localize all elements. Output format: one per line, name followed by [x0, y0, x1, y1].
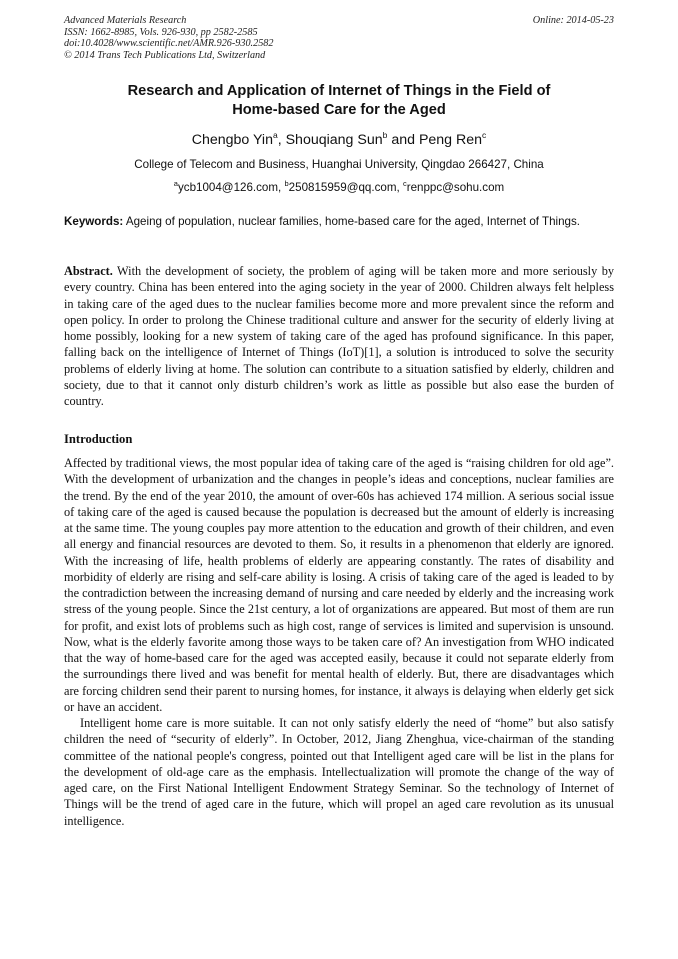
author-separator: ,	[277, 132, 286, 148]
issn-line: ISSN: 1662-8985, Vols. 926-930, pp 2582-2585	[64, 26, 258, 38]
email-superscript: b	[284, 179, 289, 188]
email-address: renppc@sohu.com	[406, 181, 505, 194]
introduction-heading: Introduction	[64, 432, 133, 446]
intro-paragraph-1: Affected by traditional views, the most popular idea of taking care of the aged is “raising children for old age”. With the development of urbanization and the changes in people’s ideas and conceptions, nuclear families are the trend. By the end of the year 2010, the amount of over-60s has achieved 174 million. A serious social issue of taking care of the aged is caused because the population is decreased but the amount of elderly is increasing at the same time. The young couples pay more attention to the education and growth of their children, and even all energy and financial resources are devoted to them. So, it results in a phenomenon that elderly are ignored. With the increasing of life, health problems of elderly are appearing constantly. The rates of disability and morbidity of elderly are rising and self-care ability is losing. A crisis of taking care of the aged is leaded to by the contradiction between the increasing demand of nursing and care needed by elderly and the increasing work stress of the young people. Since the 21st century, a lot of organizations are appeared. But most of them are run for profit, and exist lots of problems such as high cost, range of services is limited and supervision is unsound. Now, what is the elderly favorite among those ways to be taken care of? An investigation from WHO indicated that the way of home-based care for the aged was accepted easily, because it could not separate elderly from the surroundings there lived and was benefit for mental health of elderly. But, there are disadvantages which are forcing children send their parent to nursing homes, for instance, it always is delaying when elderly get sick or have an accident.	[64, 456, 614, 714]
keywords-label: Keywords:	[64, 215, 124, 228]
affiliation: College of Telecom and Business, Huanghai University, Qingdao 266427, China	[134, 158, 544, 171]
author-emails	[64, 180, 614, 195]
paper-title	[64, 82, 614, 120]
email-address: 250815959@qq.com	[288, 181, 397, 194]
email-separator: ,	[396, 181, 403, 194]
email-address: ycb1004@126.com	[177, 181, 279, 194]
author-name: Chengbo Yin	[191, 132, 273, 148]
abstract-label: Abstract.	[64, 264, 113, 278]
keywords-text: Ageing of population, nuclear families, home-based care for the aged, Internet of Things.	[123, 215, 581, 228]
email-separator: ,	[278, 181, 285, 194]
abstract-section	[64, 263, 614, 409]
author-superscript: b	[382, 130, 388, 140]
doi-line: doi:10.4028/www.scientific.net/AMR.926-930.2582	[64, 38, 274, 50]
title-line-1: Research and Application of Internet of Things in the Field of	[127, 83, 551, 99]
journal-name: Advanced Materials Research	[64, 15, 187, 26]
abstract-text: With the development of society, the problem of aging will be taken more and more seriously by every country. China has been entered into the aging society in the year of 2000. Children always felt helpless in taking care of the aged dues to the nuclear families become more and more prevalent since the reform and open policy. In order to prolong the Chinese traditional culture and answer for the security of elderly living at home possibly, looking for a new system of taking care of the aged has profound significance. In this paper, falling back on the intelligence of Internet of Things (IoT)[1], a solution is introduced to solve the security problems of elderly living at home. The solution can contribute to a situation satisfied by elderly, children and society, due to that it cannot only disturb children’s work as little as possible but also ease the burden of country.	[64, 264, 614, 408]
publication-meta	[64, 15, 424, 61]
title-line-2: Home-based Care for the Aged	[232, 102, 446, 118]
keywords-section	[64, 214, 614, 230]
online-date: Online: 2014-05-23	[532, 15, 614, 26]
author-superscript: c	[482, 130, 487, 140]
author-list	[64, 131, 614, 149]
email-superscript: a	[173, 179, 178, 188]
author-superscript: a	[272, 130, 278, 140]
intro-paragraph-2: Intelligent home care is more suitable. It can not only satisfy elderly the need of “home” but also satisfy children the need of “security of elderly”. In October, 2012, Jiang Zhenghua, vice-chairman of the standing committee of the national people's congress, pointed out that Intelligent aged care will be list in the plans for the development of old-age care as the emphasis. Intellectualization will promote the change of the way of aged care, on the First National Intelligent Endowment Strategy Seminar. So the technology of Internet of Things will be the trend of aged care in the future, which will propel an aged care revolution as its unusual intelligence.	[64, 716, 614, 828]
author-name: Peng Ren	[418, 132, 483, 148]
introduction-body	[64, 455, 614, 829]
author-name: Shouqiang Sun	[285, 132, 383, 148]
copyright-line: © 2014 Trans Tech Publications Ltd, Switzerland	[64, 49, 266, 61]
author-separator: and	[387, 132, 419, 148]
email-superscript: c	[402, 179, 407, 188]
